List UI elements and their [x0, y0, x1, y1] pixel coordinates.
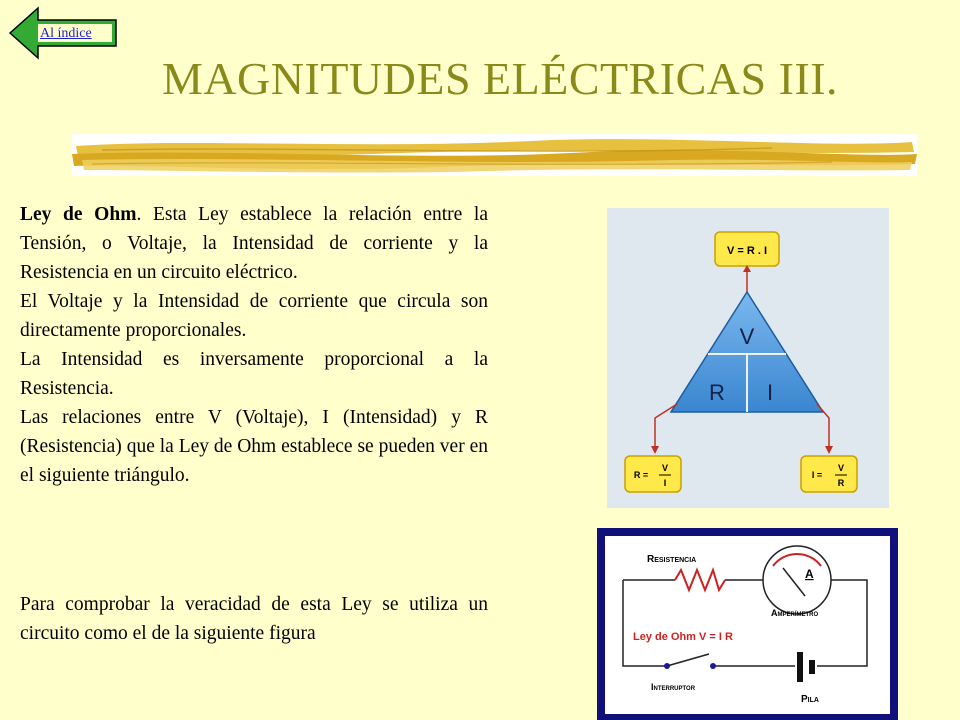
formula-left-num: V [661, 463, 669, 473]
paragraph-1-text: . Esta Ley establece la relación entre la Tensión, o Voltaje, la Intensidad de corriente y la Resistencia en un circuito eléctrico. [20, 204, 488, 283]
paragraph-4: Las relaciones entre V (Voltaje), I (Intensidad) y R (Resistencia) que la Ley de Ohm establece se pueden ver en el siguiente triángulo. [20, 407, 488, 486]
formula-right-den: R [837, 478, 845, 488]
paragraph-5: Para comprobar la veracidad de esta Ley se utiliza un circuito como el de la siguiente figura [20, 594, 488, 644]
ohm-law-description [20, 200, 488, 490]
ammeter-symbol: A [805, 567, 814, 581]
circuit-diagram [605, 536, 890, 714]
formula-left-den: I [663, 478, 667, 488]
formula-box-right [801, 456, 857, 492]
triangle-v: V [739, 324, 755, 349]
resistor-label: Resistencia [647, 554, 697, 565]
resistor-symbol [675, 570, 725, 590]
paragraph-3: La Intensidad es inversamente proporcional a la Resistencia. [20, 349, 488, 399]
formula-left-lhs: R = [633, 470, 649, 480]
triangle-r: R [709, 380, 725, 405]
brush-stroke-divider [72, 134, 917, 176]
formula-top: V = R . I [726, 245, 768, 257]
law-name: Ley de Ohm [20, 204, 137, 225]
ohm-triangle-figure [607, 208, 889, 508]
ammeter-label: Amperímetro [771, 608, 819, 618]
formula-right-lhs: I = [811, 470, 823, 480]
triangle-i: I [766, 380, 774, 405]
ammeter-icon [763, 546, 831, 614]
ohm-circuit-figure [597, 528, 898, 720]
ohm-triangle-diagram [607, 208, 889, 508]
battery-label: Pila [801, 694, 819, 705]
formula-right-num: V [837, 463, 845, 473]
paragraph-2: El Voltaje y la Intensidad de corriente que circula son directamente proporcionales. [20, 291, 488, 341]
battery-icon [797, 652, 803, 682]
paragraph-1 [20, 200, 488, 287]
circuit-law-label: Ley de Ohm V = I R [633, 631, 733, 643]
back-to-index-link[interactable]: Al índice [40, 26, 92, 41]
switch-label: Interruptor [651, 682, 696, 692]
page-title: MAGNITUDES ELÉCTRICAS III. [161, 53, 839, 104]
